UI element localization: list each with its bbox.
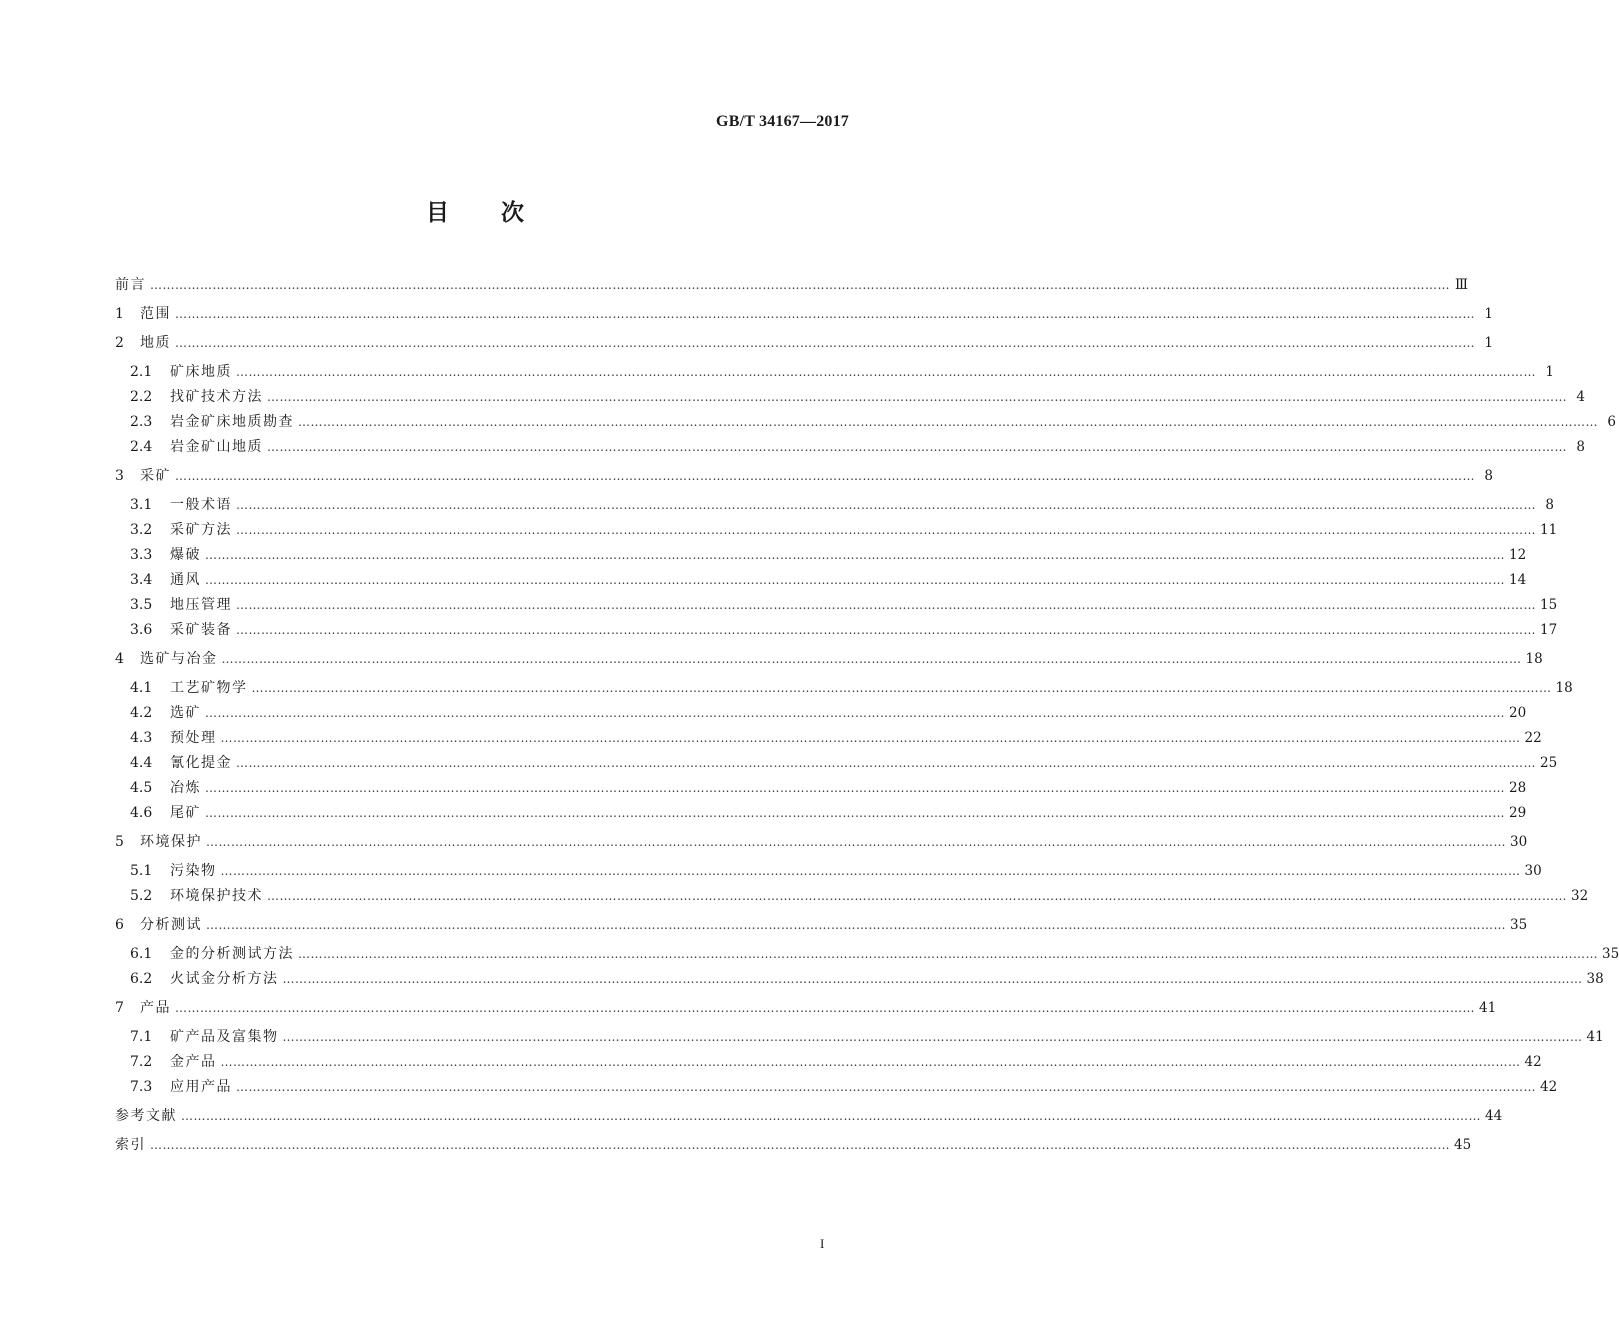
toc-leader-dots: …………………………………………………………………………………………………………………………………………………………………………………………………………………………………………………………………………………… <box>267 440 1567 454</box>
toc-entry-number: 6.1 <box>130 946 153 962</box>
toc-entry-number: 5.2 <box>130 888 153 904</box>
toc-entry-page: 35 <box>1510 917 1528 933</box>
toc-entry[interactable] <box>130 678 1573 698</box>
toc-entry-number: 4.3 <box>130 730 153 746</box>
toc-entry-number: 4.6 <box>130 805 153 821</box>
toc-entry-page: 44 <box>1485 1108 1503 1124</box>
toc-entry-title: 岩金矿山地质 <box>170 439 263 455</box>
toc-entry-number: 7 <box>115 1000 124 1016</box>
toc-entry-number: 3.1 <box>130 497 153 513</box>
toc-leader-dots: …………………………………………………………………………………………………………………………………………………………………………………………………………………………………………………………………………………… <box>220 731 1521 745</box>
toc-leader-dots: …………………………………………………………………………………………………………………………………………………………………………………………………………………………………………………………………………………… <box>236 623 1536 637</box>
toc-entry[interactable] <box>130 1027 1604 1047</box>
toc-entry-title: 冶炼 <box>170 780 201 796</box>
toc-entry[interactable] <box>115 649 1543 669</box>
toc-entry-title: 火试金分析方法 <box>170 971 279 987</box>
toc-entry-title: 范围 <box>140 306 171 322</box>
toc-entry-number: 4 <box>115 651 124 667</box>
toc-entry-page: 18 <box>1525 651 1543 667</box>
toc-entry-number: 5 <box>115 834 124 850</box>
toc-entry[interactable] <box>130 620 1558 640</box>
toc-entry-title: 参考文献 <box>115 1108 177 1124</box>
toc-leader-dots: …………………………………………………………………………………………………………………………………………………………………………………………………………………………………………………………………………………… <box>205 806 1505 820</box>
toc-entry-title: 选矿 <box>170 705 201 721</box>
toc-leader-dots: …………………………………………………………………………………………………………………………………………………………………………………………………………………………………………………………………………………… <box>220 864 1521 878</box>
toc-leader-dots: …………………………………………………………………………………………………………………………………………………………………………………………………………………………………………………………………………………… <box>205 781 1505 795</box>
toc-entry-title: 一般术语 <box>170 497 232 513</box>
toc-entry-page: 30 <box>1510 834 1528 850</box>
toc-entry-number: 4.1 <box>130 680 153 696</box>
toc-entry-number: 7.2 <box>130 1054 153 1070</box>
toc-entry-number: 6.2 <box>130 971 153 987</box>
toc-entry-page: 42 <box>1540 1079 1558 1095</box>
toc-entry[interactable] <box>115 998 1497 1018</box>
toc-entry-number: 2.2 <box>130 389 153 405</box>
toc-entry-title: 尾矿 <box>170 805 201 821</box>
toc-entry-number: 3 <box>115 468 124 484</box>
toc-entry-title: 采矿 <box>140 468 171 484</box>
toc-leader-dots: …………………………………………………………………………………………………………………………………………………………………………………………………………………………………………………………………………………… <box>236 498 1536 512</box>
toc-entry-page: 15 <box>1540 597 1558 613</box>
toc-entry-number: 2.1 <box>130 364 153 380</box>
toc-entry-title: 工艺矿物学 <box>170 680 248 696</box>
page-number: I <box>820 1236 825 1251</box>
toc-leader-dots: …………………………………………………………………………………………………………………………………………………………………………………………………………………………………………………………………………………… <box>175 1001 1475 1015</box>
toc-leader-dots: …………………………………………………………………………………………………………………………………………………………………………………………………………………………………………………………………………………… <box>175 336 1475 350</box>
toc-entry-number: 3.2 <box>130 522 153 538</box>
toc-entry-title: 采矿方法 <box>170 522 232 538</box>
toc-entry-title: 岩金矿床地质勘查 <box>170 414 294 430</box>
toc-entry[interactable] <box>130 362 1554 382</box>
toc-entry-title: 应用产品 <box>170 1079 232 1095</box>
toc-entry-page: 45 <box>1454 1137 1472 1153</box>
toc-entry[interactable] <box>115 466 1493 486</box>
toc-entry-number: 6 <box>115 917 124 933</box>
page-title: 目次 <box>426 200 576 226</box>
toc-entry[interactable] <box>115 275 1468 295</box>
toc-entry[interactable] <box>130 495 1554 515</box>
toc-entry-number: 3.5 <box>130 597 153 613</box>
toc-entry-title: 氰化提金 <box>170 755 232 771</box>
toc-leader-dots: …………………………………………………………………………………………………………………………………………………………………………………………………………………………………………………………………………………… <box>282 972 1583 986</box>
toc-entry-title: 矿床地质 <box>170 364 232 380</box>
toc-entry-title: 选矿与冶金 <box>140 651 218 667</box>
toc-entry-page: 29 <box>1509 805 1527 821</box>
toc-leader-dots: …………………………………………………………………………………………………………………………………………………………………………………………………………………………………………………………………………………… <box>175 307 1475 321</box>
toc-entry-page: 38 <box>1586 971 1604 987</box>
toc-entry[interactable] <box>130 545 1527 565</box>
toc-leader-dots: …………………………………………………………………………………………………………………………………………………………………………………………………………………………………………………………………………………… <box>236 756 1536 770</box>
toc-entry-page: 42 <box>1524 1054 1542 1070</box>
toc-entry[interactable] <box>130 412 1616 432</box>
toc-entry[interactable] <box>115 304 1493 324</box>
toc-entry-page: 8 <box>1484 468 1493 484</box>
toc-entry-page: 30 <box>1524 863 1542 879</box>
toc-entry-number: 4.5 <box>130 780 153 796</box>
toc-entry-page: 32 <box>1571 888 1589 904</box>
toc-entry-page: 1 <box>1484 335 1493 351</box>
toc-leader-dots: …………………………………………………………………………………………………………………………………………………………………………………………………………………………………………………………………………………… <box>267 390 1567 404</box>
toc-entry-page: 35 <box>1602 946 1619 962</box>
toc-entry-title: 金产品 <box>170 1054 217 1070</box>
toc-entry-page: 18 <box>1555 680 1573 696</box>
toc-entry-title: 采矿装备 <box>170 622 232 638</box>
toc-leader-dots: …………………………………………………………………………………………………………………………………………………………………………………………………………………………………………………………………………………… <box>150 1138 1450 1152</box>
toc-entry-title: 金的分析测试方法 <box>170 946 294 962</box>
toc-entry-number: 1 <box>115 306 124 322</box>
toc-leader-dots: …………………………………………………………………………………………………………………………………………………………………………………………………………………………………………………………………………………… <box>206 918 1506 932</box>
toc-leader-dots: …………………………………………………………………………………………………………………………………………………………………………………………………………………………………………………………………………………… <box>150 278 1450 292</box>
toc-entry[interactable] <box>130 861 1542 881</box>
toc-entry-page: 22 <box>1524 730 1542 746</box>
toc-entry-page: 12 <box>1509 547 1527 563</box>
toc-entry-title: 环境保护 <box>140 834 202 850</box>
toc-leader-dots: …………………………………………………………………………………………………………………………………………………………………………………………………………………………………………………………………………………… <box>220 1055 1521 1069</box>
toc-entry-title: 爆破 <box>170 547 201 563</box>
toc-entry-number: 7.1 <box>130 1029 153 1045</box>
toc-entry-page: 41 <box>1586 1029 1604 1045</box>
toc-entry[interactable] <box>115 1106 1503 1126</box>
toc-entry-title: 前言 <box>115 277 146 293</box>
toc-leader-dots: …………………………………………………………………………………………………………………………………………………………………………………………………………………………………………………………………………………… <box>236 598 1536 612</box>
toc-entry-title: 预处理 <box>170 730 217 746</box>
toc-leader-dots: …………………………………………………………………………………………………………………………………………………………………………………………………………………………………………………………………………………… <box>221 652 1522 666</box>
standard-code: GB/T 34167—2017 <box>716 113 849 130</box>
toc-entry-page: 6 <box>1607 414 1616 430</box>
toc-entry[interactable] <box>130 778 1527 798</box>
toc-entry-page: Ⅲ <box>1454 277 1468 293</box>
toc-entry-title: 矿产品及富集物 <box>170 1029 279 1045</box>
toc-entry-number: 2.4 <box>130 439 153 455</box>
toc-leader-dots: …………………………………………………………………………………………………………………………………………………………………………………………………………………………………………………………………………………… <box>205 706 1505 720</box>
toc-entry-page: 20 <box>1509 705 1527 721</box>
toc-entry-number: 4.2 <box>130 705 153 721</box>
toc-entry[interactable] <box>130 1052 1542 1072</box>
toc-leader-dots: …………………………………………………………………………………………………………………………………………………………………………………………………………………………………………………………………………………… <box>236 365 1536 379</box>
toc-entry[interactable] <box>130 803 1527 823</box>
toc-entry-title: 产品 <box>140 1000 171 1016</box>
toc-entry-page: 4 <box>1576 389 1585 405</box>
toc-leader-dots: …………………………………………………………………………………………………………………………………………………………………………………………………………………………………………………………………………………… <box>175 469 1475 483</box>
toc-entry[interactable] <box>115 1135 1472 1155</box>
toc-entry[interactable] <box>130 520 1558 540</box>
toc-entry-page: 1 <box>1484 306 1493 322</box>
toc-entry-number: 4.4 <box>130 755 153 771</box>
toc-leader-dots: …………………………………………………………………………………………………………………………………………………………………………………………………………………………………………………………………………………… <box>236 523 1536 537</box>
toc-entry[interactable] <box>130 969 1604 989</box>
toc-entry[interactable] <box>130 437 1585 457</box>
toc-entry-page: 8 <box>1545 497 1554 513</box>
toc-leader-dots: …………………………………………………………………………………………………………………………………………………………………………………………………………………………………………………………………………………… <box>205 573 1505 587</box>
toc-entry-number: 3.3 <box>130 547 153 563</box>
toc-entry[interactable] <box>115 333 1493 353</box>
toc-entry[interactable] <box>130 753 1558 773</box>
toc-leader-dots: …………………………………………………………………………………………………………………………………………………………………………………………………………………………………………………………………………………… <box>282 1030 1583 1044</box>
toc-entry[interactable] <box>130 1077 1558 1097</box>
toc-leader-dots: …………………………………………………………………………………………………………………………………………………………………………………………………………………………………………………………………………………… <box>181 1109 1481 1123</box>
toc-leader-dots: …………………………………………………………………………………………………………………………………………………………………………………………………………………………………………………………………………………… <box>236 1080 1536 1094</box>
toc-leader-dots: …………………………………………………………………………………………………………………………………………………………………………………………………………………………………………………………………………………… <box>267 889 1567 903</box>
toc-leader-dots: …………………………………………………………………………………………………………………………………………………………………………………………………………………………………………………………………………………… <box>206 835 1506 849</box>
toc-entry-page: 1 <box>1545 364 1554 380</box>
toc-entry-page: 11 <box>1540 522 1558 538</box>
toc-entry-number: 3.4 <box>130 572 153 588</box>
toc-entry[interactable] <box>130 728 1542 748</box>
toc-entry-title: 通风 <box>170 572 201 588</box>
toc-entry-title: 地压管理 <box>170 597 232 613</box>
toc-entry-title: 分析测试 <box>140 917 202 933</box>
toc-entry[interactable] <box>130 570 1527 590</box>
toc-entry[interactable] <box>115 915 1528 935</box>
toc-entry-title: 地质 <box>140 335 171 351</box>
toc-entry[interactable] <box>130 944 1619 964</box>
toc-entry-title: 索引 <box>115 1137 146 1153</box>
toc-entry[interactable] <box>130 387 1585 407</box>
toc-entry-number: 2 <box>115 335 124 351</box>
toc-leader-dots: …………………………………………………………………………………………………………………………………………………………………………………………………………………………………………………………………………………… <box>205 548 1505 562</box>
toc-entry-page: 17 <box>1540 622 1558 638</box>
toc-entry-number: 7.3 <box>130 1079 153 1095</box>
toc-entry[interactable] <box>115 832 1528 852</box>
toc-entry-title: 污染物 <box>170 863 217 879</box>
toc-entry-title: 找矿技术方法 <box>170 389 263 405</box>
toc-entry-page: 25 <box>1540 755 1558 771</box>
toc-entry[interactable] <box>130 595 1558 615</box>
toc-entry-title: 环境保护技术 <box>170 888 263 904</box>
toc-entry-page: 41 <box>1479 1000 1497 1016</box>
toc-entry-number: 2.3 <box>130 414 153 430</box>
toc-entry[interactable] <box>130 886 1589 906</box>
toc-leader-dots: …………………………………………………………………………………………………………………………………………………………………………………………………………………………………………………………………………………… <box>251 681 1552 695</box>
toc-entry-page: 14 <box>1509 572 1527 588</box>
toc-entry-number: 3.6 <box>130 622 153 638</box>
toc-entry-number: 5.1 <box>130 863 153 879</box>
toc-leader-dots: …………………………………………………………………………………………………………………………………………………………………………………………………………………………………………………………………………………… <box>298 415 1598 429</box>
toc-entry-page: 8 <box>1576 439 1585 455</box>
toc-entry-page: 28 <box>1509 780 1527 796</box>
toc-leader-dots: …………………………………………………………………………………………………………………………………………………………………………………………………………………………………………………………………………………… <box>298 947 1598 961</box>
toc-entry[interactable] <box>130 703 1527 723</box>
